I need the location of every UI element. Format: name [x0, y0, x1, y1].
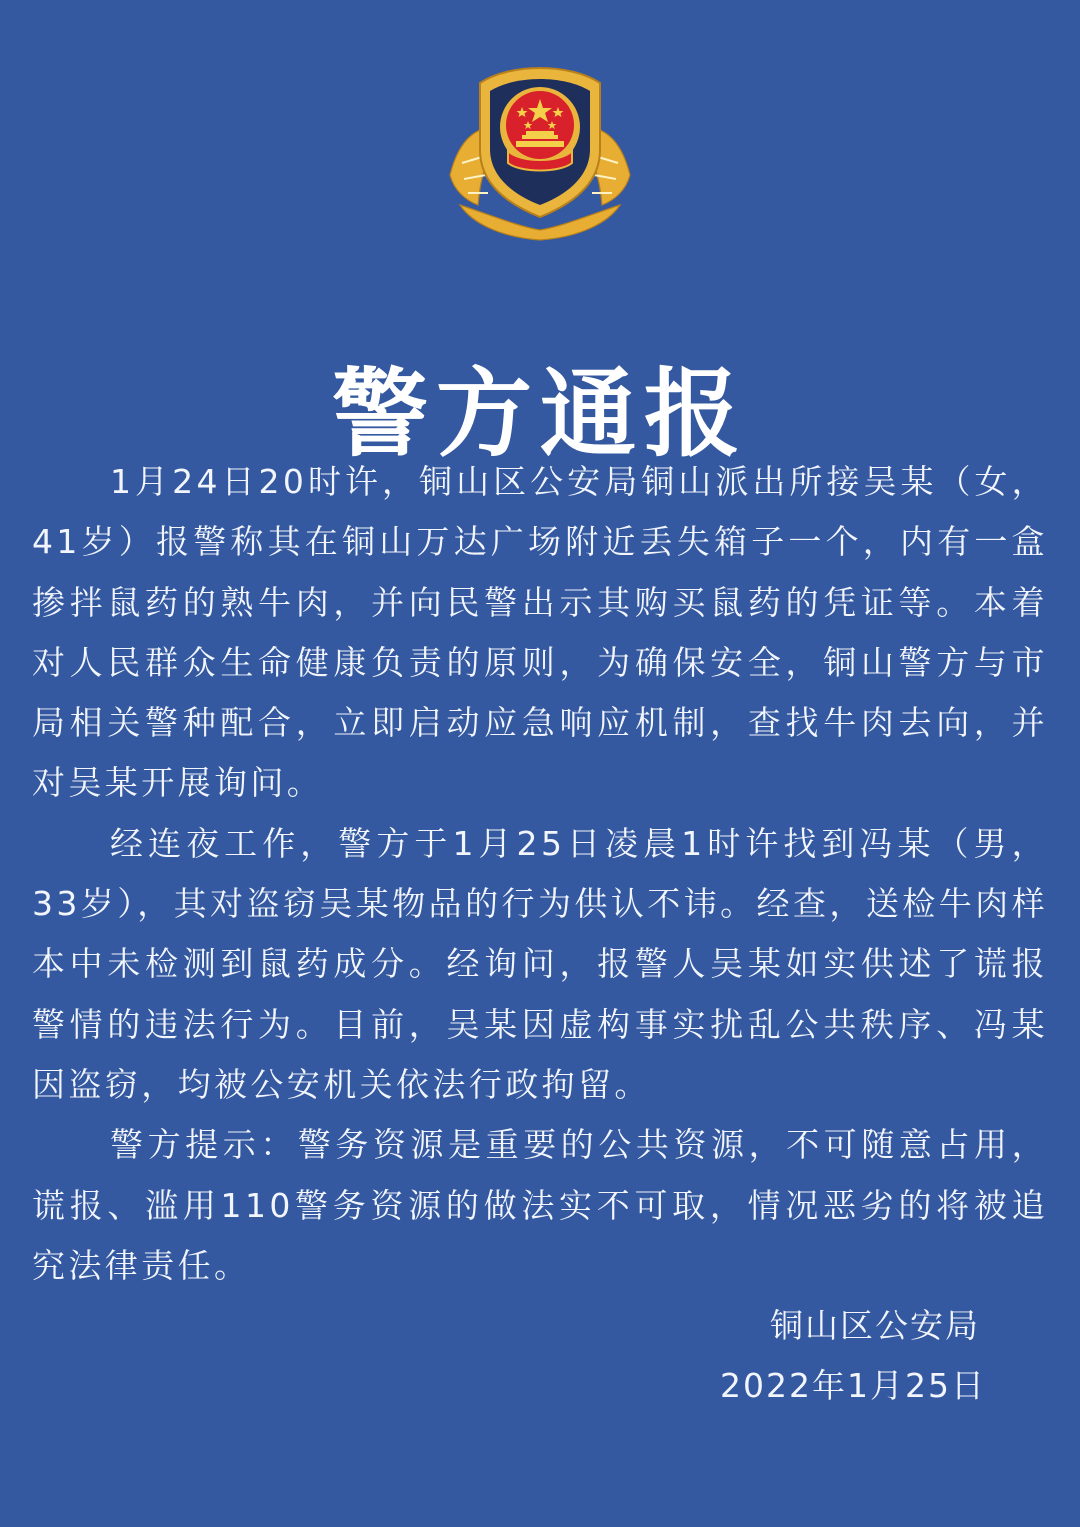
paragraph-investigation: 经连夜工作，警方于1月25日凌晨1时许找到冯某（男，33岁），其对盗窃吴某物品的行为供认不讳。经查，送检牛肉样本中未检测到鼠药成分。经询问，报警人吴某如实供述了谎报警情的违法行为。目前，吴某因虚构事实扰乱公共秩序、冯某因盗窃，均被公安机关依法行政拘留。 — [32, 823, 1048, 1104]
issue-date: 2022年1月25日 — [720, 1366, 986, 1405]
page-title: 警方通报 — [332, 357, 748, 471]
issuer-name: 铜山区公安局 — [770, 1306, 980, 1345]
signature-block — [720, 1296, 986, 1416]
paragraph-warning: 警方提示：警务资源是重要的公共资源，不可随意占用，谎报、滥用110警务资源的做法实不可取，情况恶劣的将被追究法律责任。 — [32, 1125, 1048, 1285]
police-emblem-icon — [440, 55, 640, 245]
notice-body — [32, 452, 1048, 1296]
paragraph-incident: 1月24日20时许，铜山区公安局铜山派出所接吴某（女，41岁）报警称其在铜山万达广场附近丢失箱子一个，内有一盒掺拌鼠药的熟牛肉，并向民警出示其购买鼠药的凭证等。本着对人民群众生命健康负责的原则，为确保安全，铜山警方与市局相关警种配合，立即启动应急响应机制，查找牛肉去向，并对吴某开展询问。 — [32, 462, 1048, 803]
